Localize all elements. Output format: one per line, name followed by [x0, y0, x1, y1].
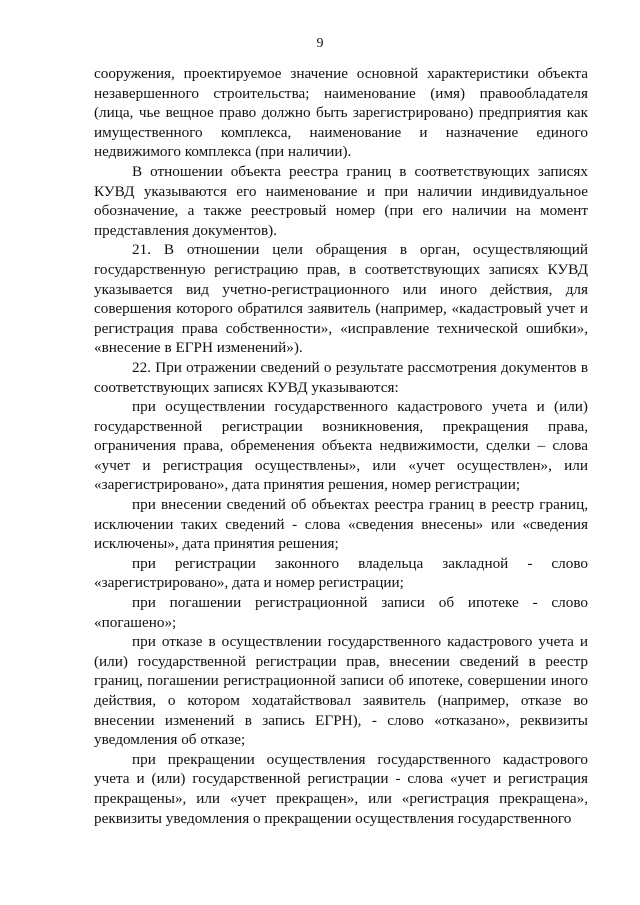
- page-number: 9: [316, 36, 324, 51]
- paragraph: сооружения, проектируемое значение основной характеристики объекта незавершенного строительства; наименование (имя) правообладателя (лица, чье вещное право должно быть зарегистрировано) предприятия как имущественного комплекса, наименование и назначение единого недвижимого комплекса (при наличии).: [94, 65, 588, 161]
- paragraph: 22. При отражении сведений о результате рассмотрения документов в соответствующих записях КУВД указываются:: [94, 358, 588, 396]
- document-body: [94, 64, 588, 828]
- paragraph: при регистрации законного владельца закладной - слово «зарегистрировано», дата и номер регистрации;: [94, 554, 588, 592]
- paragraph: 21. В отношении цели обращения в орган, осуществляющий государственную регистрацию прав, в соответствующих записях КУВД указывается вид учетно-регистрационного или иного действия, для совершения которого обратился заявитель (например, «кадастровый учет и регистрация права собственности», «исправление технической ошибки», «внесение в ЕГРН изменений»).: [94, 241, 588, 357]
- paragraph: при внесении сведений об объектах реестра границ в реестр границ, исключении таких сведений - слова «сведения внесены» или «сведения исключены», дата принятия решения;: [94, 496, 588, 553]
- paragraph: В отношении объекта реестра границ в соответствующих записях КУВД указываются его наименование и при наличии индивидуальное обозначение, а также реестровый номер (при его наличии на момент представления документов).: [94, 162, 588, 239]
- paragraph: при погашении регистрационной записи об ипотеке - слово «погашено»;: [94, 594, 588, 631]
- paragraph: при осуществлении государственного кадастрового учета и (или) государственной регистрации возникновения, прекращения права, ограничения права, обременения объекта недвижимости, сделки – слова «учет и регистрация осуществлены», или «учет осуществлен», или «зарегистрировано», дата принятия решения, номер регистрации;: [94, 398, 588, 494]
- paragraph: при отказе в осуществлении государственного кадастрового учета и (или) государственной регистрации прав, внесении сведений в реестр границ, погашении регистрационной записи об ипотеке, совершении иного действия, о котором ходатайствовал заявитель (например, отказе во внесении изменений в запись ЕГРН), - слово «отказано», реквизиты уведомления об отказе;: [94, 633, 588, 749]
- paragraph: при прекращении осуществления государственного кадастрового учета и (или) государственной регистрации - слова «учет и регистрация прекращены», или «учет прекращен», или «регистрация прекращена», реквизиты уведомления о прекращении осуществления государственного: [94, 750, 588, 827]
